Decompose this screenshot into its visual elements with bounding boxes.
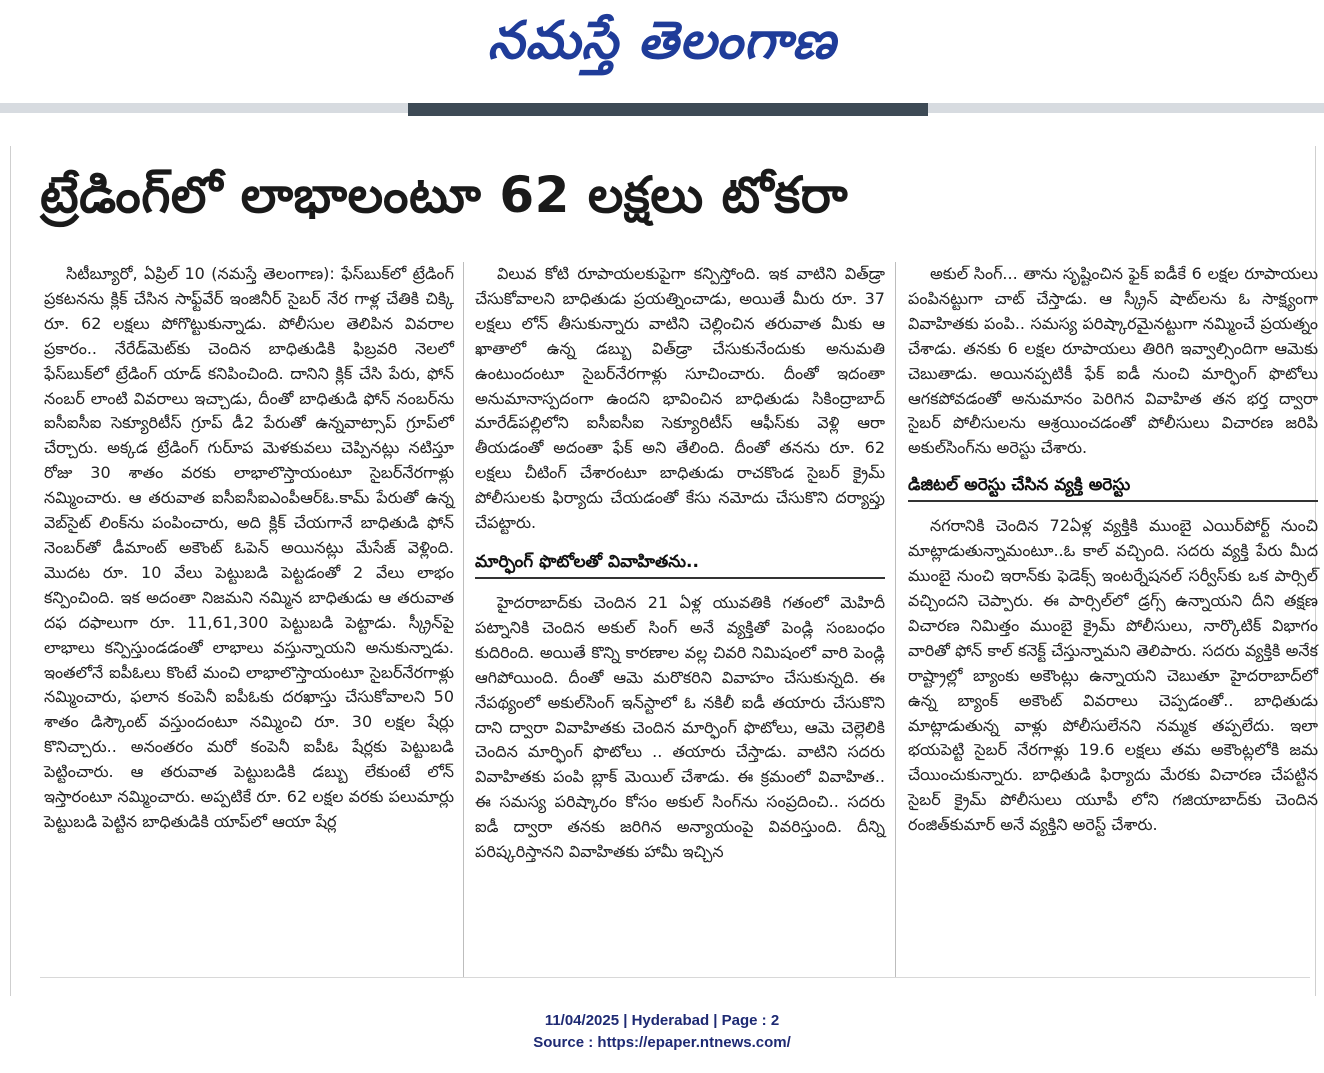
article-column-3 xyxy=(908,262,1318,838)
article-bottom-rule xyxy=(40,977,1310,978)
column-divider xyxy=(463,262,464,977)
masthead xyxy=(0,0,1324,90)
article-column-2 xyxy=(475,262,885,865)
masthead-band-accent xyxy=(408,103,928,116)
page-footer xyxy=(0,1010,1324,1054)
paragraph: హైదరాబాద్‌కు చెందిన 21 ఏళ్ల యువతికి గతంలో మెహిదీ పట్నానికి చెందిన అకుల్ సింగ్ అనే వ్యక్తితో పెండ్లి సంబంధం కుదిరింది. అయితే కొన్ని కారణాల వల్ల చివరి నిమిషంలో వారి పెండ్లి ఆగిపోయింది. దీంతో ఆమె మరొకరిని వివాహం చేసుకున్నది. ఈ నేపథ్యంలో అకుల్‌సింగ్ ఇన్‌స్టాలో ఓ నకిలీ ఐడీ తయారు చేసుకొని దాని ద్వారా వివాహితకు చెందిన మార్ఫింగ్ ఫొటోలు, ఆమె చెల్లెలికి చెందిన మార్ఫింగ్ ఫొటోలు .. తయారు చేస్తాడు. వాటిని సదరు వివాహితకు పంపి బ్లాక్ మెయిల్ చేశాడు. ఈ క్రమంలో వివాహిత.. ఈ సమస్య పరిష్కారం కోసం అకుల్ సింగ్‌ను సంప్రదించి.. సదరు ఐడీ ద్వారా తనకు జరిగిన అన్యాయంపై వివరిస్తుంది. దీన్ని పరిష్కరిస్తానని వివాహితకు హామీ ఇచ్చిన xyxy=(475,592,885,862)
footer-source-link[interactable]: Source : https://epaper.ntnews.com/ xyxy=(533,1034,791,1051)
paragraph: నగరానికి చెందిన 72ఏళ్ల వ్యక్తికి ముంబై ఎయిర్‌పోర్ట్ నుంచి మాట్లాడుతున్నామంటూ..ఓ కాల్ వచ్చింది. సదరు వ్యక్తి పేరు మీద ముంబై నుంచి ఇరాన్‌కు ఫెడెక్స్ ఇంటర్నేషనల్ సర్వీస్‌కు ఒక పార్సిల్ వచ్చిందని చెప్పారు. ఈ పార్సిల్‌లో డ్రగ్స్ ఉన్నాయని దీని తక్షణ విచారణ నిమిత్తం ముంబై క్రైమ్ పోలీసులు, నార్కొటిక్ విభాగం వారితో ఫోన్ కాల్ కనెక్ట్ చేస్తున్నామని తెలిపారు. సదరు వ్యక్తికి అనేక రాష్ట్రాల్లో బ్యాంకు అకౌంట్లు ఉన్నాయని చెబుతూ హైదరాబాద్‌లో ఉన్న బ్యాంక్ అకౌంట్ వివరాలు చెప్పడంతో.. బాధితుడు మాట్లాడుతున్న వాళ్లు పోలీసులేనని నమ్మక తప్పలేదు. ఇలా భయపెట్టి సైబర్ నేరగాళ్లు 19.6 లక్షలు తమ అకౌంట్లలోకి జమ చేయించుకున్నారు. బాధితుడి ఫిర్యాదు మేరకు విచారణ చేపట్టిన సైబర్ క్రైమ్ పోలీసులు యూపీ లోని గజియాబాద్‌కు చెందిన రంజిత్‌కుమార్ అనే వ్యక్తిని అరెస్ట్ చేశారు. xyxy=(908,516,1318,835)
article-headline: ట్రేడింగ్‌లో లాభాలంటూ 62 లక్షలు టోకరా xyxy=(40,166,849,224)
paragraph: విలువ కోటి రూపాయలకుపైగా కన్పిస్తోంది. ఇక వాటిని విత్‌డ్రా చేసుకోవాలని బాధితుడు ప్రయత్నించాడు, అయితే మీరు రూ. 37 లక్షలు లోన్ తీసుకున్నారు వాటిని చెల్లించిన తరువాత మీకు ఆ ఖాతాలో ఉన్న డబ్బు విత్‌డ్రా చేసుకునేందుకు అనుమతి ఉంటుందంటూ సైబర్‌నేరగాళ్లు సూచించారు. దీంతో ఇదంతా అనుమానాస్పదంగా ఉందని భావించిన బాధితుడు సికింద్రాబాద్ మారేడ్‌పల్లిలోని ఐసీఐసీఐ సెక్యూరిటీస్ ఆఫీస్‌కు వెళ్లి ఆరా తీయడంతో అదంతా ఫేక్ అని తేలింది. దీంతో తనను రూ. 62 లక్షలు చీటింగ్ చేశారంటూ బాధితుడు రాచకొండ సైబర్ క్రైమ్ పోలీసులకు ఫిర్యాదు చేయడంతో కేసు నమోదు చేసుకొని దర్యాప్తు చేపట్టారు. xyxy=(475,264,885,533)
column-divider xyxy=(895,262,896,977)
paragraph: అకుల్ సింగ్... తాను సృష్టించిన ఫైక్ ఐడీకే 6 లక్షల రూపాయలు పంపినట్టుగా చాట్ చేస్తాడు. ఆ స్క్రీన్ షాట్‌లను ఓ సాక్ష్యంగా వివాహితకు పంపి.. సమస్య పరిష్కారమైనట్టుగా నమ్మించే ప్రయత్నం చేశాడు. తనకు 6 లక్షల రూపాయలు తిరిగి ఇవ్వాల్సిందిగా ఆమెకు చెబుతాడు. అయినప్పటికీ ఫేక్ ఐడీ నుంచి మార్ఫింగ్ ఫొటోలు ఆగకపోవడంతో అనుమానం పెరిగిన వివాహిత తన భర్త ద్వారా సైబర్ పోలీసులను ఆశ్రయించడంతో పోలీసులు విచారణ జరిపి అకుల్‌సింగ్‌ను అరెస్టు చేశారు. xyxy=(908,264,1318,458)
article-column-1 xyxy=(44,262,454,835)
subheading: మార్ఫింగ్ ఫొటోలతో వివాహితను.. xyxy=(475,550,885,579)
subheading: డిజిటల్ అరెస్టు చేసిన వ్యక్తి అరెస్టు xyxy=(908,473,1318,502)
paragraph: సిటీబ్యూరో, ఏప్రిల్ 10 (నమస్తే తెలంగాణ): ఫేస్‌బుక్‌లో ట్రేడింగ్ ప్రకటనను క్లిక్ చేసిన సాఫ్ట్‌వేర్ ఇంజినీర్ సైబర్ నేర గాళ్ల చేతికి చిక్కి రూ. 62 లక్షలు పోగొట్టుకున్నాడు. పోలీసుల తెలిపిన వివరాల ప్రకారం.. నేరేడ్‌మెట్‌కు చెందిన బాధితుడికి ఫిబ్రవరి నెలలో ఫేస్‌బుక్‌లో ట్రేడింగ్ యాడ్ కనిపించింది. దానిని క్లిక్ చేసి పేరు, ఫోన్ నంబర్ లాంటి వివరాలు ఇచ్చాడు, దీంతో బాధితుడి ఫోన్ నంబర్‌ను ఐసీఐసీఐ సెక్యూరిటీస్ గ్రూప్ డీ2 పేరుతో ఉన్నవాట్సాప్ గ్రూప్‌లో చేర్చారు. అక్కడ ట్రేడింగ్ గురూ్ప మెళకువలు చెప్పినట్లు నటిస్తూ రోజు 30 శాతం వరకు లాభాలొస్తాయంటూ సైబర్‌నేరగాళ్లు నమ్మించారు. ఆ తరువాత ఐసీఐసీఐఎంపీఆర్‌ఓ.కామ్ పేరుతో ఉన్న వెబ్‌సైట్ లింక్‌ను పంపించారు, అది క్లిక్ చేయగానే బాధితుడి ఫోన్ నెంబర్‌తో డీమాంట్ అకౌంట్ ఓపెన్ అయినట్లు మేసేజ్ వెళ్లింది. మొదట రూ. 10 వేలు పెట్టుబడి పెట్టడంతో 2 వేలు లాభం కన్పించింది. ఇక అదంతా నిజమని నమ్మిన బాధితుడు ఆ తరువాత దఫ దఫాలుగా రూ. 11,61,300 పెట్టుబడి పెట్టాడు. స్క్రీన్‌పై లాభాలు కన్పిస్తుండడంతో లాభాలు వస్తున్నాయని అనుకున్నాడు. ఇంతలోనే ఐపీఓలు కొంటే మంచి లాభాలొస్తాయంటూ సైబర్‌నేరగాళ్లు నమ్మించారు, ఫలాన కంపెనీ ఐపీఓకు దరఖాస్తు చేసుకోవాలని 50 శాతం డిస్కౌంట్ వస్తుందంటూ నమ్మించి రూ. 30 లక్షల షేర్లు కొనిచ్చారు.. అనంతరం మరో కంపెనీ ఐపీఓ షేర్లకు పెట్టుబడి పెట్టించారు. ఆ తరువాత పెట్టుబడికి డబ్బు లేకుంటే లోన్ ఇస్తారంటూ నమ్మించారు. అప్పటికే రూ. 62 లక్షల వరకు పలుమార్లు పెట్టుబడి పెట్టిన బాధితుడికి యాప్‌లో ఆయా షేర్ల xyxy=(44,264,454,831)
newspaper-masthead-logo: నమస్తే తెలంగాణ xyxy=(487,10,837,71)
footer-date-line: 11/04/2025 | Hyderabad | Page : 2 xyxy=(544,1012,780,1029)
